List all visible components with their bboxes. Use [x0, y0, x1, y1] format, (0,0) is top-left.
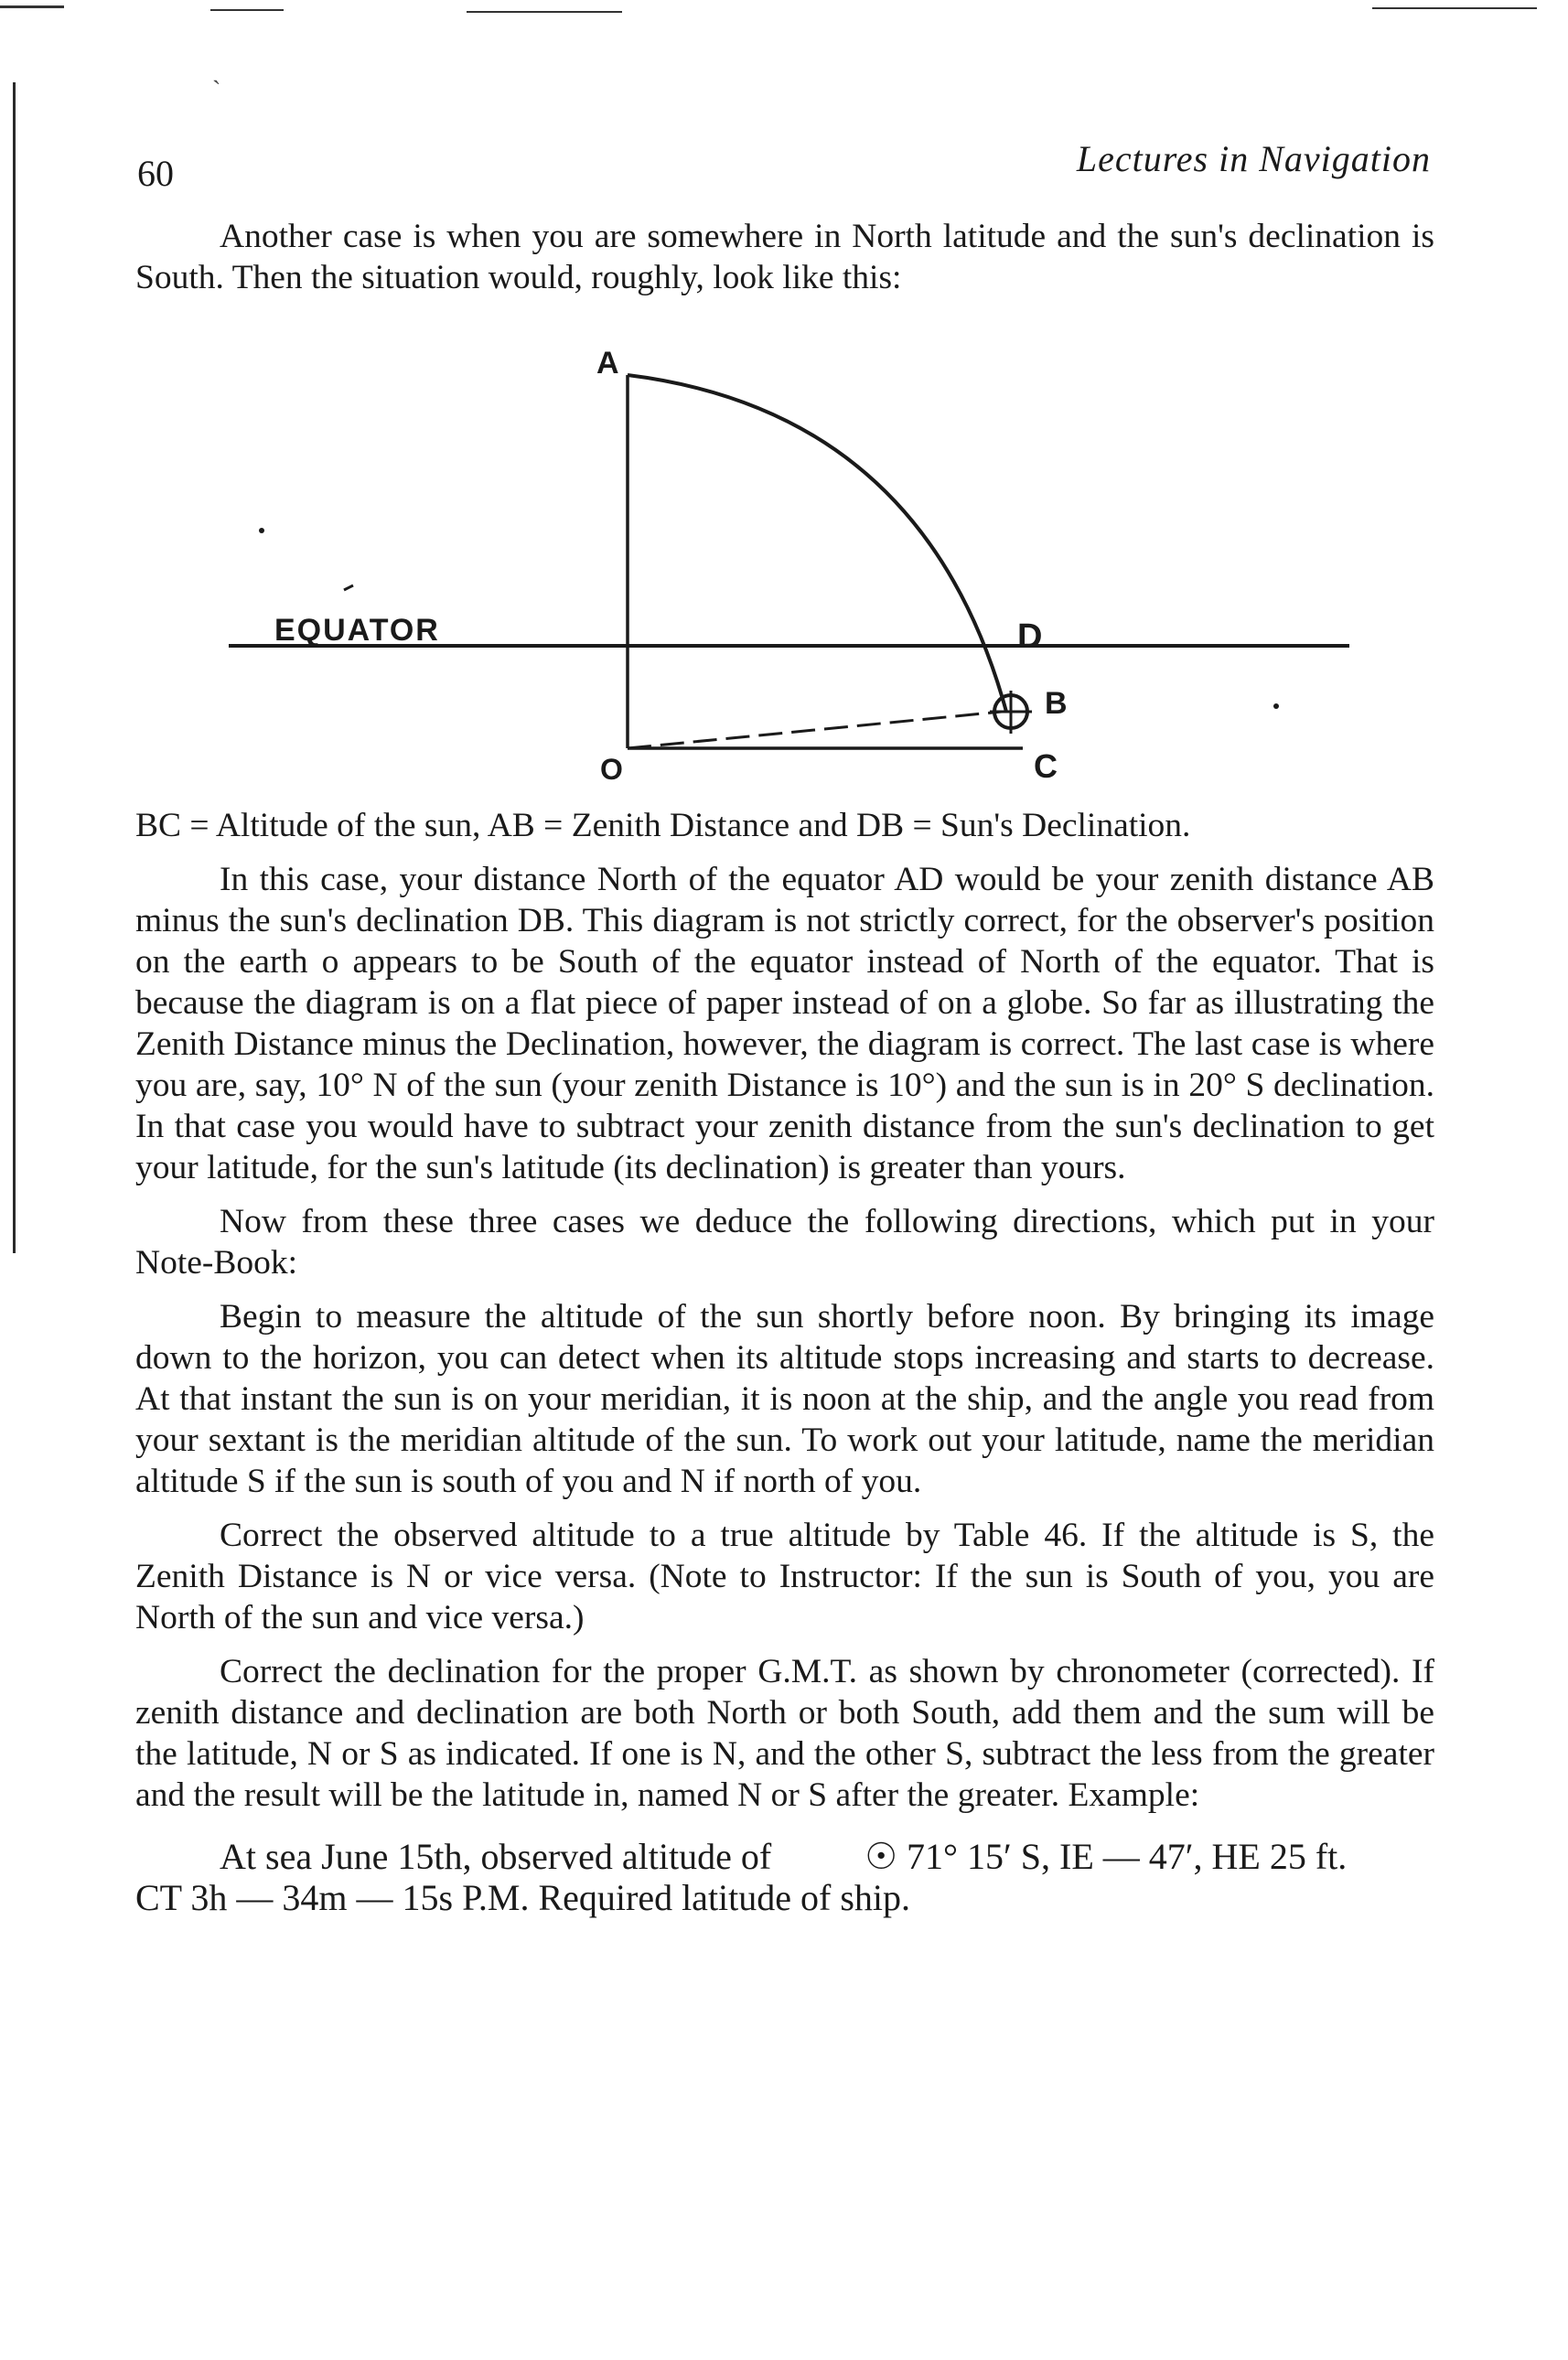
sun-symbol-icon: ☉	[865, 1836, 898, 1877]
scan-mark	[0, 5, 64, 8]
paragraph: In this case, your distance North of the equator AD would be your zenith distance AB minus the sun's declination DB. This diagram is not strictly correct, for the observer's position on the earth o appears to be South of the equator instead of North of the equator. That is because the diagram is on a flat piece of paper instead of on a globe. So far as illustrating the Zenith Distance minus the Declination, however, the diagram is correct. The last case is where you are, say, 10° N of the sun (your zenith Distance is 10°) and the sun is in 20° S declination. In that case you would have to subtract your zenith distance from the sun's declination to get your latitude, for the sun's latitude (its declination) is greater than yours.	[135, 861, 1434, 1186]
paragraph: Correct the observed altitude to a true altitude by Table 46. If the altitude is S, the Zenith Distance is N or vice versa. (Note to Instructor: If the sun is South of you, you are North of the sun and vice versa.)	[135, 1517, 1434, 1636]
scan-mark	[210, 9, 284, 11]
label-equator: EQUATOR	[274, 613, 440, 648]
intro-block	[135, 216, 1434, 311]
label-c: C	[1034, 747, 1058, 785]
running-title: Lectures in Navigation	[1076, 138, 1431, 179]
stray-mark: ˎ	[212, 57, 221, 85]
paragraph: Now from these three cases we deduce the following directions, which put in your Note-Book:	[135, 1203, 1434, 1282]
label-b: B	[1045, 686, 1068, 721]
example-text-start: At sea June 15th, observed altitude of	[220, 1836, 772, 1877]
paragraph: Correct the declination for the proper G.M.T. as shown by chronometer (corrected). If zenith distance and declination are both North or both South, add them and the sum will be the latitude, N or S as indicated. If one is N, and the other S, subtract the less from the greater and the result will be the latitude in, named N or S after the greater. Example:	[135, 1653, 1434, 1814]
stray-dash	[344, 585, 353, 590]
page-edge-shadow	[13, 82, 16, 1253]
label-d: D	[1017, 617, 1043, 656]
declination-diagram	[183, 338, 1372, 796]
diagram-caption: BC = Altitude of the sun, AB = Zenith Distance and DB = Sun's Declination.	[135, 807, 1191, 844]
scan-mark	[467, 11, 622, 13]
stray-dot	[1273, 703, 1279, 709]
body-block	[135, 805, 1434, 1931]
example-line-1	[135, 1836, 1434, 1877]
altitude-dashed-line	[628, 712, 1002, 748]
scan-mark	[1372, 7, 1537, 9]
intro-paragraph: Another case is when you are somewhere in North latitude and the sun's declination is South. Then the situation would, roughly, look like this:	[135, 218, 1434, 296]
example-line-2: CT 3h — 34m — 15s P.M. Required latitude of ship.	[135, 1877, 911, 1918]
zenith-arc	[628, 375, 1006, 712]
stray-dot	[259, 528, 264, 533]
paragraph: Begin to measure the altitude of the sun shortly before noon. By bringing its image down to the horizon, you can detect when its altitude stops increasing and starts to decrease. At that instant the sun is on your meridian, it is noon at the ship, and the angle you read from your sextant is the meridian altitude of the sun. To work out your latitude, name the meridian altitude S if the sun is south of you and N if north of you.	[135, 1298, 1434, 1500]
example-text-end: 71° 15′ S, IE — 47′, HE 25 ft.	[907, 1836, 1348, 1877]
label-a: A	[596, 346, 619, 381]
page-number: 60	[137, 153, 174, 194]
label-o: O	[600, 753, 623, 786]
page-header	[0, 126, 1568, 194]
